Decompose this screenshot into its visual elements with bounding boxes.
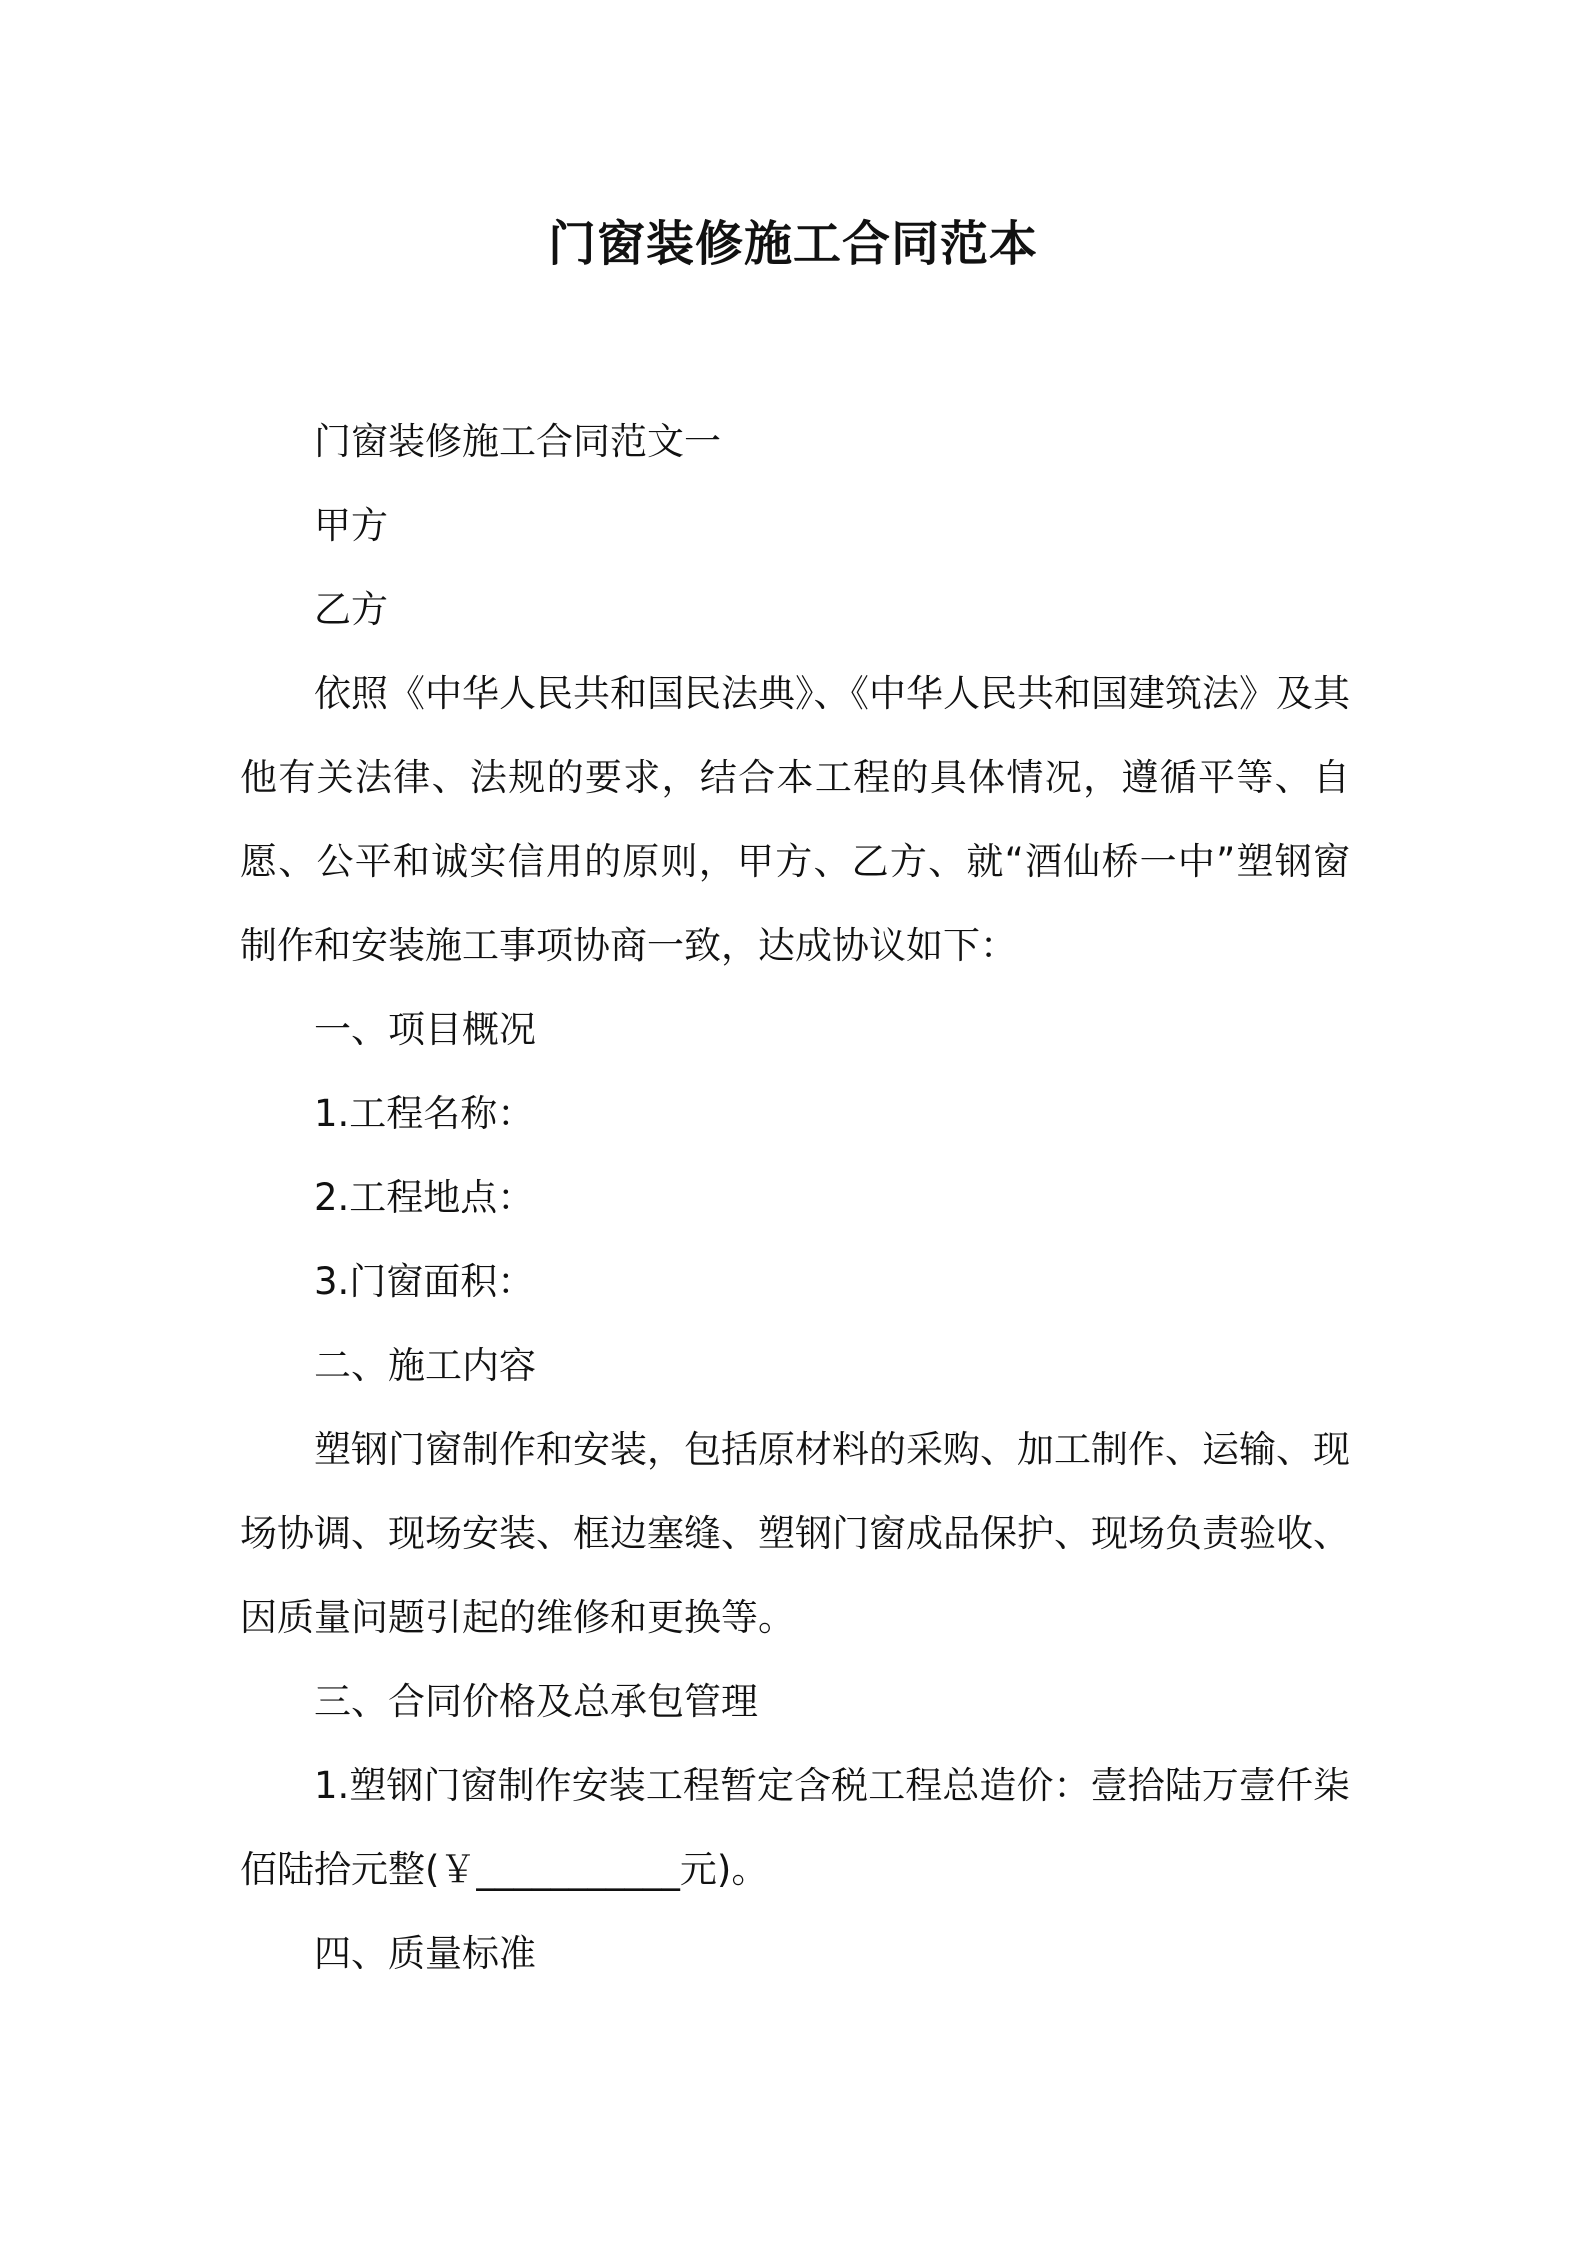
field-project-name: 1.工程名称： [314,1092,535,1135]
section-heading-contract-price: 三、合同价格及总承包管理 [314,1680,758,1723]
contract-price-paragraph: 1.塑钢门窗制作安装工程暂定含税工程总造价：壹拾陆万壹仟柒佰陆拾元整(￥___________元)。 [240,1764,1350,1891]
field-project-location: 2.工程地点： [314,1176,535,1219]
section-heading-sample-one: 门窗装修施工合同范文一 [314,420,721,463]
section-heading-project-overview: 一、项目概况 [314,1008,536,1051]
construction-content-paragraph: 塑钢门窗制作和安装，包括原材料的采购、加工制作、运输、现场协调、现场安装、框边塞缝、塑钢门窗成品保护、现场负责验收、因质量问题引起的维修和更换等。 [240,1428,1350,1639]
section-heading-quality-standard: 四、质量标准 [314,1932,536,1975]
intro-paragraph: 依照《中华人民共和国民法典》、《中华人民共和国建筑法》及其他有关法律、法规的要求，结合本工程的具体情况，遵循平等、自愿、公平和诚实信用的原则，甲方、乙方、就“酒仙桥一中”塑钢窗制作和安装施工事项协商一致，达成协议如下： [240,672,1350,967]
document-body [240,400,1350,1996]
document-title: 门窗装修施工合同范本 [547,216,1038,272]
party-b-label: 乙方 [314,588,388,631]
section-heading-construction-content: 二、施工内容 [314,1344,536,1387]
party-a-label: 甲方 [314,504,388,547]
field-window-area: 3.门窗面积： [314,1260,535,1303]
